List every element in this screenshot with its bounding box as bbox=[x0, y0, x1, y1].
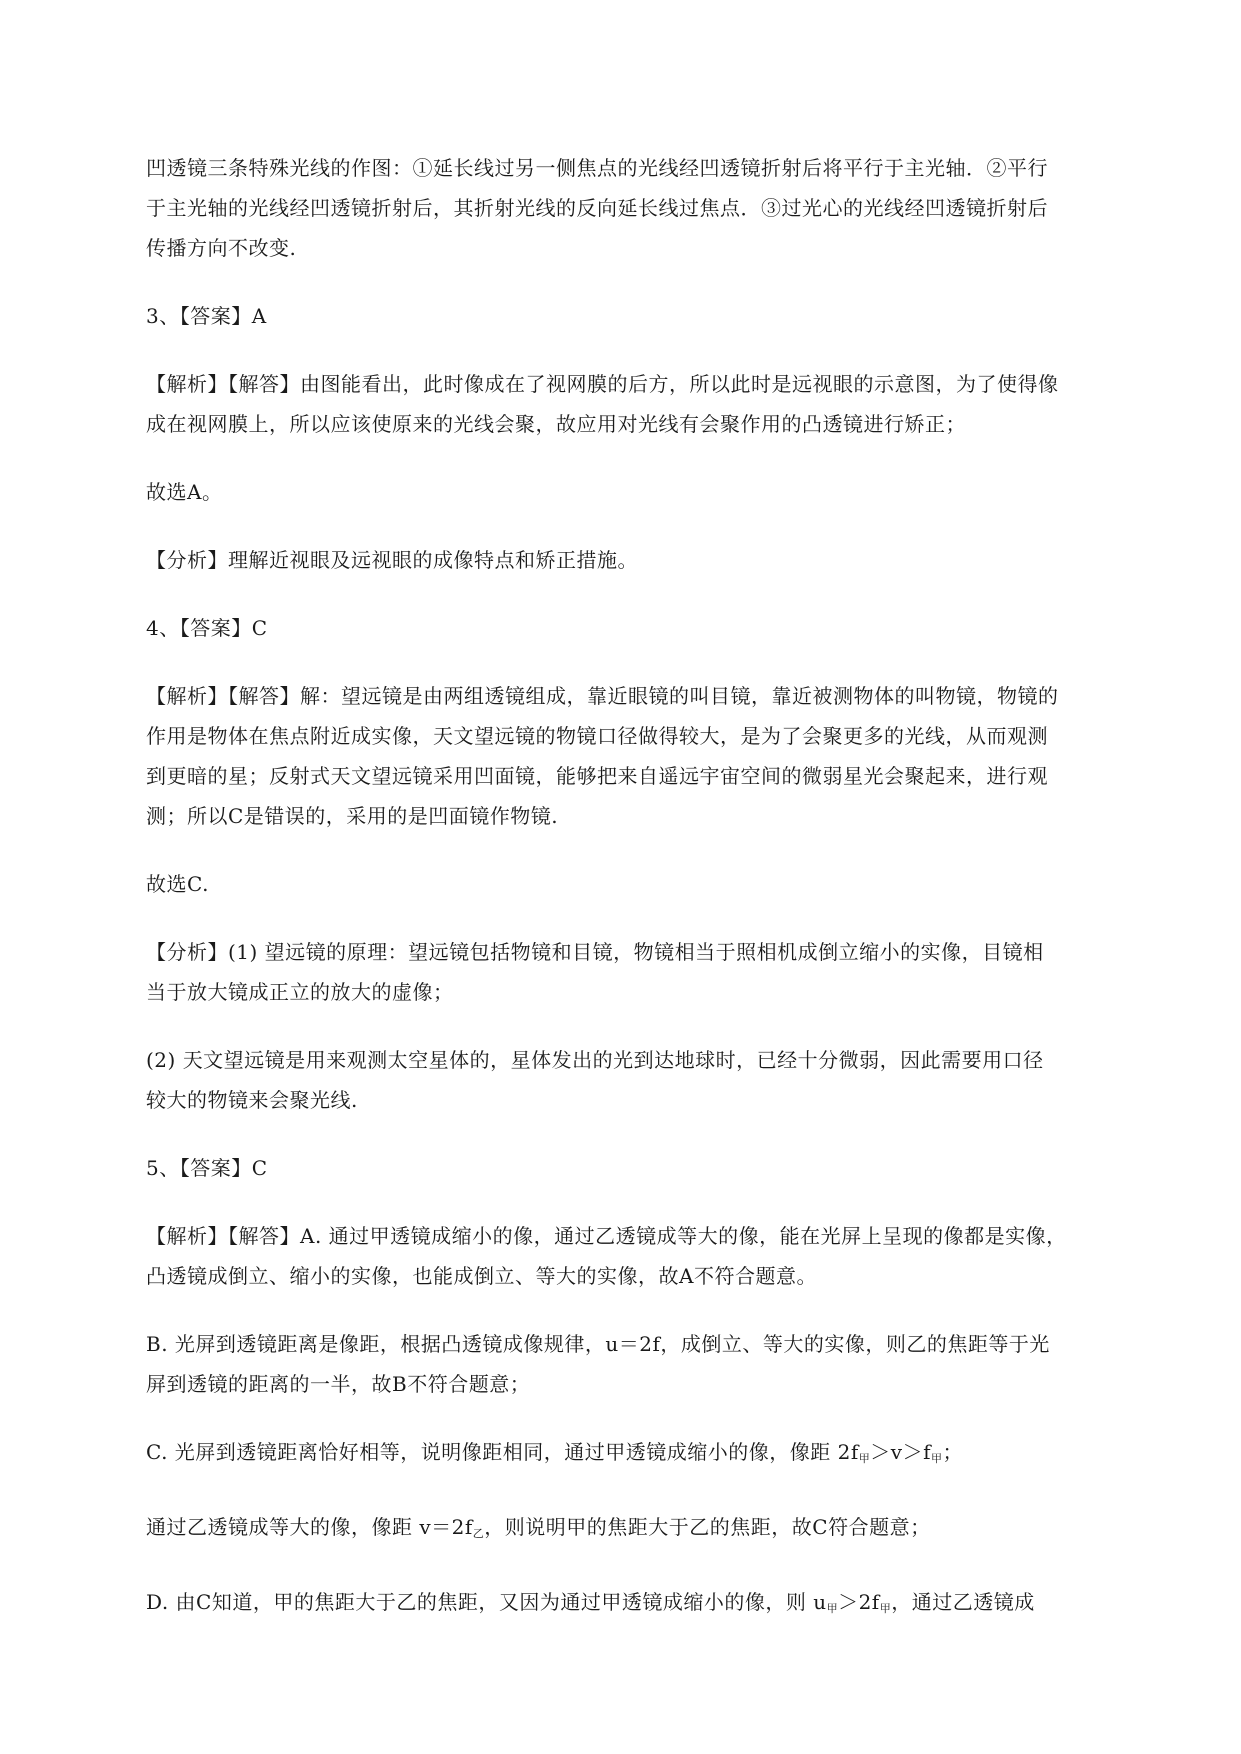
paragraph-list bbox=[146, 148, 1166, 1404]
subscript: 甲 bbox=[858, 1452, 871, 1465]
text-line: 5、【答案】C bbox=[146, 1156, 268, 1180]
text-line bbox=[146, 1582, 1166, 1629]
paragraph bbox=[146, 1216, 1166, 1296]
text-line: 故选C. bbox=[146, 872, 209, 896]
paragraph bbox=[146, 1040, 1166, 1120]
paragraph bbox=[146, 1148, 1166, 1188]
text-line: 3、【答案】A bbox=[146, 304, 267, 328]
paragraph bbox=[146, 676, 1166, 836]
text-line: 【分析】(1) 望远镜的原理：望远镜包括物镜和目镜，物镜相当于照相机成倒立缩小的实像，目镜相 bbox=[146, 940, 1044, 964]
text-line: 到更暗的星；反射式天文望远镜采用凹面镜，能够把来自遥远宇宙空间的微弱星光会聚起来，进行观 bbox=[146, 764, 1048, 788]
paragraph bbox=[146, 364, 1166, 444]
text-segment: ＞2f bbox=[838, 1590, 880, 1614]
text-line: 【解析】【解答】A. 通过甲透镜成缩小的像，通过乙透镜成等大的像，能在光屏上呈现的像都是实像， bbox=[146, 1224, 1067, 1248]
text-line: 屏到透镜的距离的一半，故B不符合题意； bbox=[146, 1372, 531, 1396]
subscript: 甲 bbox=[879, 1602, 892, 1615]
text-line: 当于放大镜成正立的放大的虚像； bbox=[146, 980, 454, 1004]
text-line: 测；所以C是错误的，采用的是凹面镜作物镜. bbox=[146, 804, 559, 828]
text-line: 成在视网膜上，所以应该使原来的光线会聚，故应用对光线有会聚作用的凸透镜进行矫正； bbox=[146, 412, 966, 436]
paragraph bbox=[146, 296, 1166, 336]
document-page bbox=[146, 148, 1166, 1657]
paragraph bbox=[146, 148, 1166, 268]
paragraph-option-d bbox=[146, 1582, 1166, 1629]
text-line: 凹透镜三条特殊光线的作图：①延长线过另一侧焦点的光线经凹透镜折射后将平行于主光轴．②平行 bbox=[146, 156, 1048, 180]
text-line: 于主光轴的光线经凹透镜折射后，其折射光线的反向延长线过焦点．③过光心的光线经凹透镜折射后 bbox=[146, 196, 1048, 220]
text-line: 【分析】理解近视眼及远视眼的成像特点和矫正措施。 bbox=[146, 548, 638, 572]
text-line bbox=[146, 1432, 1166, 1479]
subscript: 甲 bbox=[826, 1602, 839, 1615]
text-segment: 通过乙透镜成等大的像，像距 v＝2f bbox=[146, 1515, 473, 1539]
paragraph bbox=[146, 1324, 1166, 1404]
text-line bbox=[146, 1507, 1166, 1554]
paragraph bbox=[146, 608, 1166, 648]
text-segment: ，通过乙透镜成 bbox=[891, 1590, 1035, 1614]
paragraph bbox=[146, 932, 1166, 1012]
paragraph bbox=[146, 864, 1166, 904]
subscript: 甲 bbox=[931, 1452, 943, 1465]
text-line: 较大的物镜来会聚光线. bbox=[146, 1088, 358, 1112]
paragraph-option-c bbox=[146, 1432, 1166, 1479]
text-line: 【解析】【解答】解：望远镜是由两组透镜组成，靠近眼镜的叫目镜，靠近被测物体的叫物镜，物镜的 bbox=[146, 684, 1059, 708]
paragraph bbox=[146, 472, 1166, 512]
text-segment: ＞v＞f bbox=[870, 1440, 931, 1464]
text-segment: ； bbox=[942, 1440, 963, 1464]
text-segment: ，则说明甲的焦距大于乙的焦距，故C符合题意； bbox=[484, 1515, 931, 1539]
text-segment: D. 由C知道，甲的焦距大于乙的焦距，又因为通过甲透镜成缩小的像，则 u bbox=[146, 1590, 827, 1614]
text-line: B. 光屏到透镜距离是像距，根据凸透镜成像规律，u＝2f，成倒立、等大的实像，则乙的焦距等于光 bbox=[146, 1332, 1050, 1356]
paragraph bbox=[146, 540, 1166, 580]
text-line: 【解析】【解答】由图能看出，此时像成在了视网膜的后方，所以此时是远视眼的示意图，为了使得像 bbox=[146, 372, 1059, 396]
subscript: 乙 bbox=[472, 1527, 485, 1540]
paragraph-option-c-continued bbox=[146, 1507, 1166, 1554]
text-line: (2) 天文望远镜是用来观测太空星体的，星体发出的光到达地球时，已经十分微弱，因此需要用口径 bbox=[146, 1048, 1044, 1072]
text-line: 作用是物体在焦点附近成实像，天文望远镜的物镜口径做得较大，是为了会聚更多的光线，从而观测 bbox=[146, 724, 1048, 748]
text-line: 传播方向不改变. bbox=[146, 236, 297, 260]
text-segment: C. 光屏到透镜距离恰好相等，说明像距相同，通过甲透镜成缩小的像，像距 2f bbox=[146, 1440, 859, 1464]
text-line: 凸透镜成倒立、缩小的实像，也能成倒立、等大的实像，故A不符合题意。 bbox=[146, 1264, 817, 1288]
text-line: 故选A。 bbox=[146, 480, 223, 504]
text-line: 4、【答案】C bbox=[146, 616, 268, 640]
